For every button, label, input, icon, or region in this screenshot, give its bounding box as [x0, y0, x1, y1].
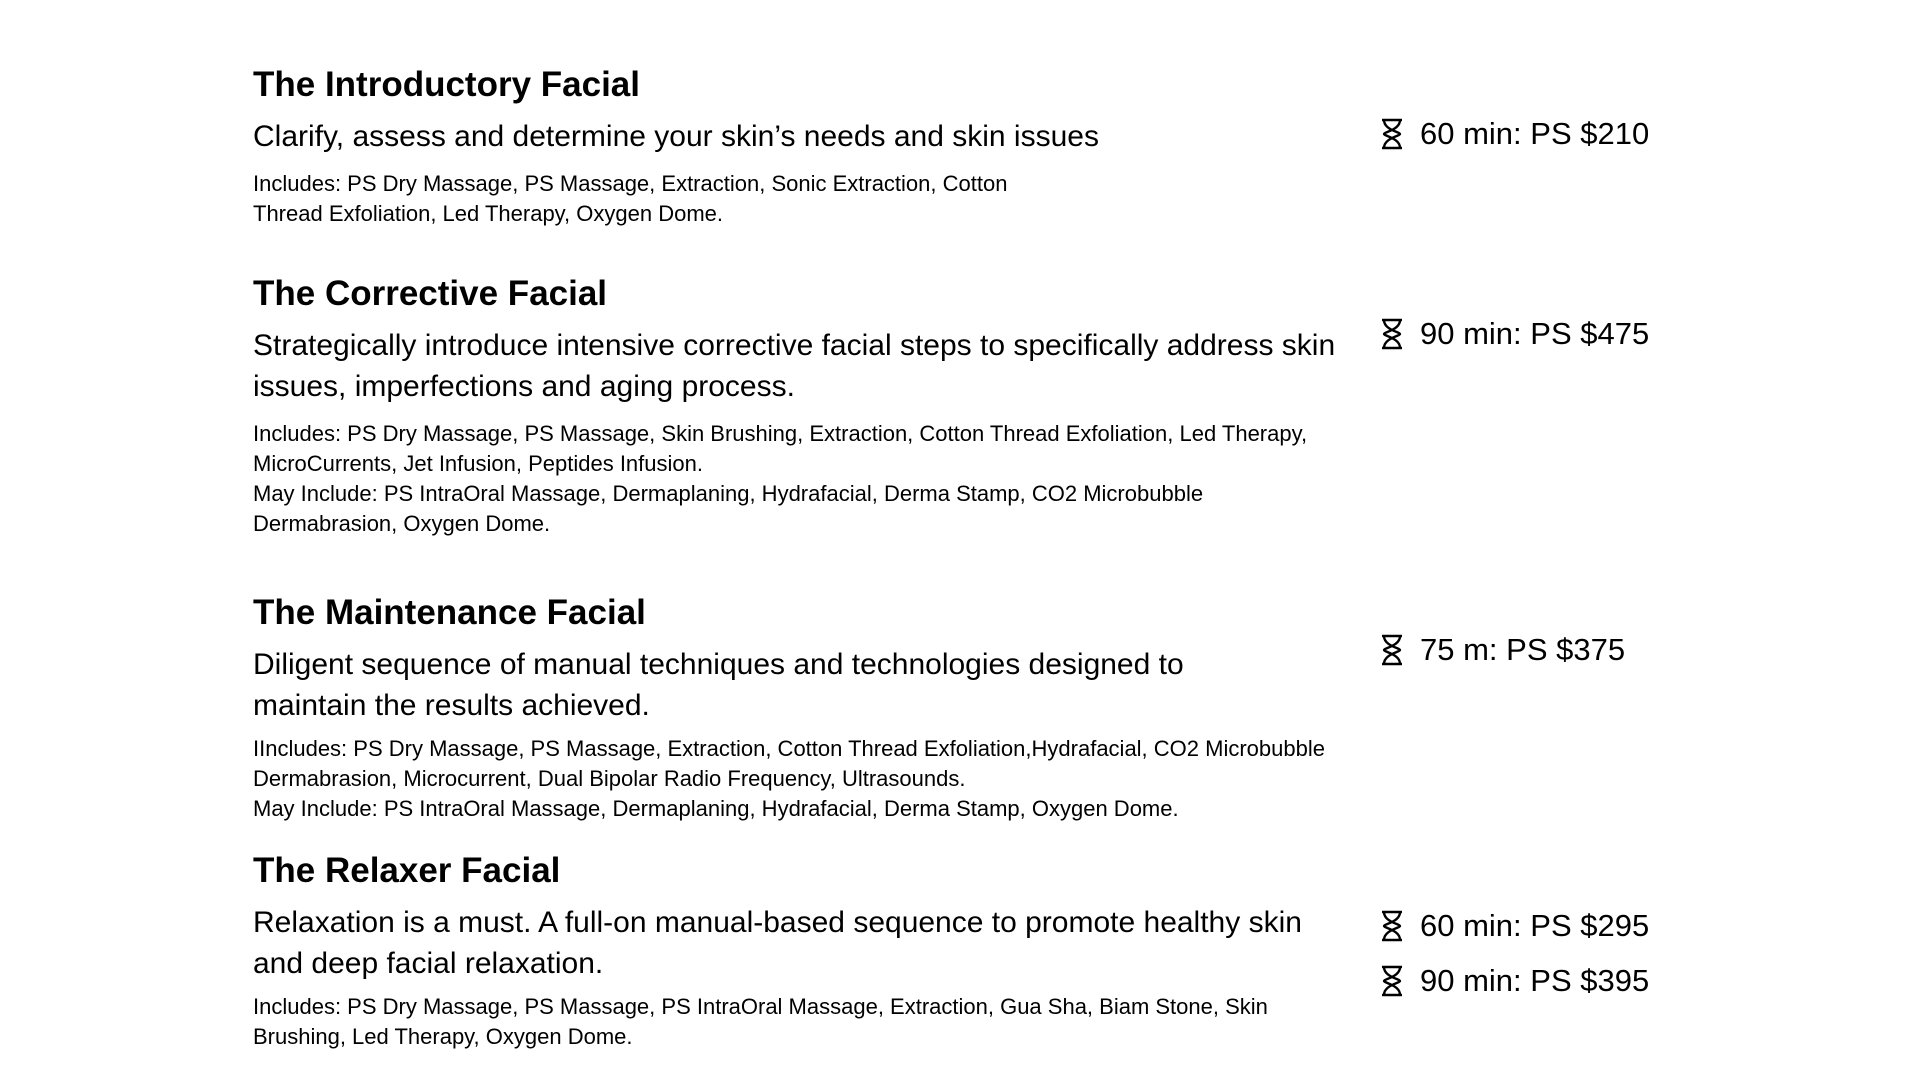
service-title: The Relaxer Facial — [253, 851, 561, 890]
service-introductory-facial — [253, 64, 1353, 229]
hourglass-icon — [1378, 634, 1406, 666]
price-maintenance-75 — [1378, 630, 1625, 670]
price-label: 60 min: PS $210 — [1420, 116, 1650, 151]
service-maintenance-facial — [253, 592, 1353, 824]
includes-text: Includes: PS Dry Massage, PS Massage, Skin Brushing, Extraction, Cotton Thread Exfoliation, Led Therapy, MicroCurrents, Jet Infusion, Peptides Infusion. — [253, 421, 1308, 476]
service-title: The Introductory Facial — [253, 65, 640, 104]
hourglass-icon — [1378, 965, 1406, 997]
may-include-text: May Include: PS IntraOral Massage, Dermaplaning, Hydrafacial, Derma Stamp, Oxygen Dome. — [253, 796, 1179, 821]
includes-text: Includes: PS Dry Massage, PS Massage, PS IntraOral Massage, Extraction, Gua Sha, Biam Stone, Skin Brushing, Led Therapy, Oxygen Dome. — [253, 994, 1268, 1049]
price-label: 90 min: PS $395 — [1420, 963, 1650, 998]
service-includes — [253, 734, 1333, 824]
price-relaxer-60 — [1378, 906, 1649, 946]
service-corrective-facial — [253, 273, 1353, 539]
includes-text: Includes: PS Dry Massage, PS Massage, Extraction, Sonic Extraction, Cotton Thread Exfoliation, Led Therapy, Oxygen Dome. — [253, 171, 1008, 226]
service-includes — [253, 992, 1333, 1052]
service-includes — [253, 419, 1333, 539]
price-label: 90 min: PS $475 — [1420, 316, 1650, 351]
service-relaxer-facial — [253, 850, 1353, 1052]
service-title: The Corrective Facial — [253, 274, 608, 313]
price-label: 60 min: PS $295 — [1420, 908, 1650, 943]
hourglass-icon — [1378, 318, 1406, 350]
price-introductory-60 — [1378, 114, 1649, 154]
hourglass-icon — [1378, 910, 1406, 942]
hourglass-icon — [1378, 118, 1406, 150]
service-includes — [253, 169, 1073, 229]
service-description: Relaxation is a must. A full-on manual-based sequence to promote healthy skin and deep facial relaxation. — [253, 906, 1302, 980]
price-label: 75 m: PS $375 — [1420, 632, 1626, 667]
price-relaxer-90 — [1378, 961, 1649, 1001]
service-description: Clarify, assess and determine your skin’s needs and skin issues — [253, 120, 1099, 153]
service-description: Diligent sequence of manual techniques and technologies designed to maintain the results achieved. — [253, 648, 1184, 722]
price-corrective-90 — [1378, 314, 1649, 354]
may-include-text: May Include: PS IntraOral Massage, Dermaplaning, Hydrafacial, Derma Stamp, CO2 Microbubble Dermabrasion, Oxygen Dome. — [253, 481, 1204, 536]
service-title: The Maintenance Facial — [253, 593, 646, 632]
includes-text: IIncludes: PS Dry Massage, PS Massage, Extraction, Cotton Thread Exfoliation,Hydrafacial, CO2 Microbubble Dermabrasion, Microcurrent, Dual Bipolar Radio Frequency, Ultrasounds. — [253, 736, 1325, 791]
service-description: Strategically introduce intensive corrective facial steps to specifically address skin issues, imperfections and aging process. — [253, 329, 1336, 403]
